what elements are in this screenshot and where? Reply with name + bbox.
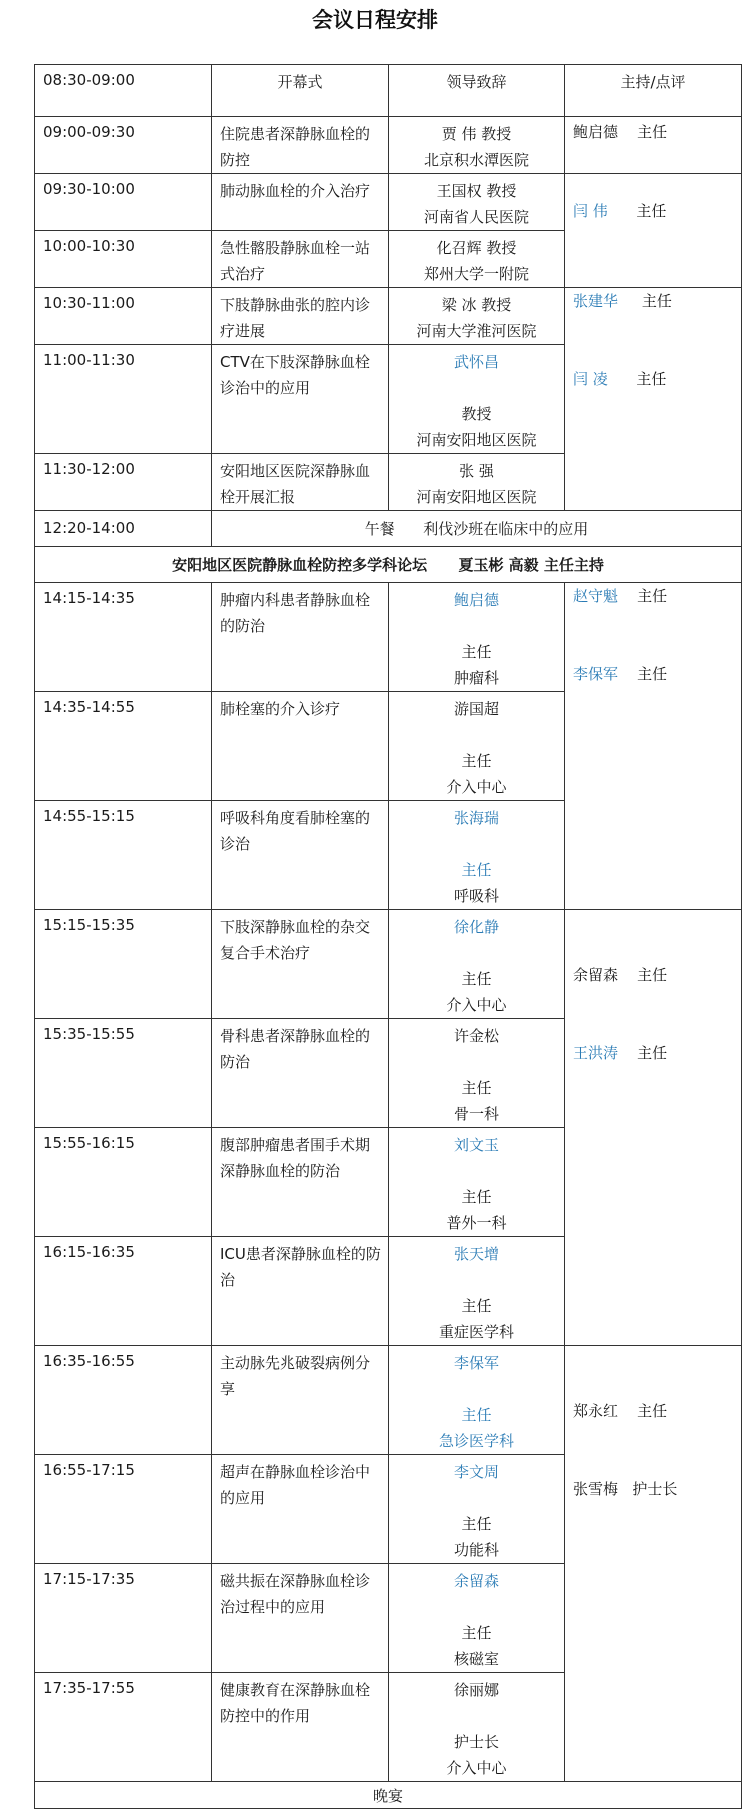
speaker-name: 李保军 [453, 1354, 499, 1372]
speaker-title: 主任 [461, 752, 492, 770]
topic-cell: 下肢静脉曲张的腔内诊疗进展 [220, 296, 371, 340]
dinner-cell: 晚宴 [35, 1782, 742, 1809]
speaker-name: 化召辉 教授 [436, 239, 517, 257]
speaker-name: 游国超 [453, 700, 499, 718]
speaker-name: 张 强 [459, 462, 494, 480]
host-cell [565, 288, 742, 511]
speaker-name: 贾 伟 教授 [441, 125, 512, 143]
speaker-title: 主任 [461, 1406, 492, 1424]
time-cell: 17:35-17:55 [43, 1679, 135, 1697]
speaker-name: 张天增 [453, 1245, 499, 1263]
topic-cell: 肿瘤内科患者静脉血栓的防治 [220, 591, 371, 635]
speaker-cell [389, 288, 564, 344]
topic-cell: 下肢深静脉血栓的杂交复合手术治疗 [220, 918, 371, 962]
topic-cell: 骨科患者深静脉血栓的防治 [220, 1027, 371, 1071]
page-title: 会议日程安排 [312, 8, 438, 32]
speaker-name: 余留森 [453, 1572, 499, 1590]
speaker-name: 武怀昌 [453, 353, 499, 371]
speaker-dept: 普外一科 [446, 1214, 507, 1232]
speaker-cell [389, 231, 564, 287]
time-cell: 14:55-15:15 [43, 807, 135, 825]
time-cell: 10:30-11:00 [43, 294, 135, 312]
speaker-dept: 急诊医学科 [438, 1432, 514, 1450]
speaker-name: 许金松 [453, 1027, 499, 1045]
table-row [35, 547, 742, 583]
schedule-table [34, 64, 742, 1809]
speaker-dept: 骨一科 [453, 1105, 499, 1123]
host-title: 主任 [637, 123, 668, 141]
topic-cell: 呼吸科角度看肺栓塞的诊治 [220, 809, 371, 853]
time-cell: 16:15-16:35 [43, 1243, 135, 1261]
host-name: 赵守魁 [573, 587, 619, 605]
speaker-name: 李文周 [453, 1463, 499, 1481]
host-cell [565, 583, 742, 910]
speaker-org: 河南大学淮河医院 [416, 322, 537, 340]
table-row [35, 910, 742, 1019]
speaker-name: 鲍启德 [453, 591, 499, 609]
speaker-cell [389, 692, 564, 800]
host-title: 主任 [636, 202, 667, 220]
host-title: 主任 [637, 587, 668, 605]
speaker-dept: 介入中心 [446, 996, 507, 1014]
speaker-cell [389, 454, 564, 510]
host-name: 张建华 [573, 292, 619, 310]
time-cell: 16:55-17:15 [43, 1461, 135, 1479]
host-title: 主任 [636, 370, 667, 388]
speaker-org: 郑州大学一附院 [423, 265, 529, 283]
time-cell: 15:35-15:55 [43, 1025, 135, 1043]
speaker-dept: 肿瘤科 [453, 669, 499, 687]
time-cell: 16:35-16:55 [43, 1352, 135, 1370]
topic-cell: 磁共振在深静脉血栓诊治过程中的应用 [220, 1572, 371, 1616]
host-title: 主任 [637, 1044, 668, 1062]
table-row [35, 65, 742, 117]
topic-cell: 主动脉先兆破裂病例分享 [220, 1354, 371, 1398]
speaker-name: 梁 冰 教授 [441, 296, 512, 314]
speaker-cell [389, 1237, 564, 1345]
host-title: 主任 [637, 665, 668, 683]
speaker-title: 主任 [461, 861, 492, 879]
speaker-cell [389, 1673, 564, 1781]
speaker-title: 主任 [461, 970, 492, 988]
topic-cell: 急性髂股静脉血栓一站式治疗 [220, 239, 371, 283]
host-name: 闫 凌 [573, 370, 608, 388]
speaker-cell [389, 1128, 564, 1236]
speaker-title: 主任 [461, 1624, 492, 1642]
topic-cell: 安阳地区医院深静脉血栓开展汇报 [220, 462, 371, 506]
topic-cell: 腹部肿瘤患者围手术期深静脉血栓的防治 [220, 1136, 371, 1180]
speaker-title: 主任 [461, 643, 492, 661]
host-name: 郑永红 [573, 1402, 619, 1420]
speaker-cell [389, 345, 564, 453]
speaker-cell [389, 1019, 564, 1127]
topic-cell: ICU患者深静脉血栓的防治 [220, 1245, 381, 1289]
speaker-cell [389, 1564, 564, 1672]
speaker-dept: 重症医学科 [438, 1323, 514, 1341]
forum-header [35, 547, 742, 583]
lunch-label: 午餐 [364, 520, 395, 538]
table-row [35, 117, 742, 174]
speaker-name: 王国权 教授 [436, 182, 517, 200]
speaker-cell [389, 910, 564, 1018]
speaker-title: 主任 [461, 1515, 492, 1533]
speaker-name: 刘文玉 [453, 1136, 499, 1154]
lunch-cell [212, 511, 742, 547]
speaker-title: 教授 [461, 405, 492, 423]
speaker-title: 主任 [461, 1297, 492, 1315]
speaker-title: 主任 [461, 1188, 492, 1206]
time-cell: 11:00-11:30 [43, 351, 135, 369]
lunch-topic: 利伐沙班在临床中的应用 [423, 520, 589, 538]
speaker-cell: 领导致辞 [446, 73, 507, 91]
host-cell [565, 1346, 742, 1782]
table-row [35, 1782, 742, 1809]
time-cell: 09:00-09:30 [43, 123, 135, 141]
table-row [35, 511, 742, 547]
topic-cell: CTV在下肢深静脉血栓诊治中的应用 [220, 353, 370, 397]
speaker-cell [389, 174, 564, 230]
host-name: 王洪涛 [573, 1044, 619, 1062]
host-title: 主任 [641, 292, 672, 310]
time-cell: 14:35-14:55 [43, 698, 135, 716]
time-cell: 12:20-14:00 [43, 519, 135, 537]
topic-cell: 开幕式 [277, 73, 323, 91]
speaker-org: 北京积水潭医院 [423, 151, 529, 169]
host-name: 张雪梅 [573, 1480, 619, 1498]
host-title: 护士长 [632, 1480, 678, 1498]
speaker-org: 河南省人民医院 [423, 208, 529, 226]
time-cell: 17:15-17:35 [43, 1570, 135, 1588]
speaker-dept: 介入中心 [446, 1759, 507, 1777]
speaker-dept: 介入中心 [446, 778, 507, 796]
time-cell: 11:30-12:00 [43, 460, 135, 478]
host-name: 李保军 [573, 665, 619, 683]
table-row [35, 1346, 742, 1455]
topic-cell: 肺动脉血栓的介入治疗 [220, 182, 371, 200]
speaker-name: 张海瑞 [453, 809, 499, 827]
topic-cell: 健康教育在深静脉血栓防控中的作用 [220, 1681, 371, 1725]
speaker-dept: 功能科 [453, 1541, 499, 1559]
speaker-cell [389, 801, 564, 909]
speaker-dept: 呼吸科 [453, 887, 499, 905]
table-row [35, 288, 742, 345]
host-name: 闫 伟 [573, 202, 608, 220]
topic-cell: 超声在静脉血栓诊治中的应用 [220, 1463, 371, 1507]
table-row [35, 174, 742, 231]
host-title: 主任 [637, 1402, 668, 1420]
time-cell: 15:15-15:35 [43, 916, 135, 934]
time-cell: 08:30-09:00 [43, 71, 135, 89]
speaker-cell [389, 583, 564, 691]
speaker-name: 徐丽娜 [453, 1681, 499, 1699]
host-name: 鲍启德 [573, 123, 619, 141]
speaker-org: 河南安阳地区医院 [416, 431, 537, 449]
speaker-name: 徐化静 [453, 918, 499, 936]
time-cell: 10:00-10:30 [43, 237, 135, 255]
host-cell [565, 174, 742, 288]
speaker-title: 护士长 [453, 1733, 499, 1751]
table-row [35, 583, 742, 692]
speaker-dept: 核磁室 [453, 1650, 499, 1668]
topic-cell: 住院患者深静脉血栓的防控 [220, 125, 371, 169]
time-cell: 14:15-14:35 [43, 589, 135, 607]
host-header: 主持/点评 [620, 73, 686, 91]
speaker-org: 河南安阳地区医院 [416, 488, 537, 506]
forum-chairs: 夏玉彬 高毅 主任主持 [458, 556, 604, 574]
speaker-title: 主任 [461, 1079, 492, 1097]
host-cell [565, 117, 741, 144]
host-name: 余留森 [573, 966, 619, 984]
time-cell: 15:55-16:15 [43, 1134, 135, 1152]
time-cell: 09:30-10:00 [43, 180, 135, 198]
topic-cell: 肺栓塞的介入诊疗 [220, 700, 341, 718]
speaker-cell [389, 1455, 564, 1563]
speaker-cell [389, 1346, 564, 1454]
host-title: 主任 [637, 966, 668, 984]
forum-title: 安阳地区医院静脉血栓防控多学科论坛 [172, 556, 428, 574]
speaker-cell [389, 117, 564, 173]
host-cell [565, 910, 742, 1346]
